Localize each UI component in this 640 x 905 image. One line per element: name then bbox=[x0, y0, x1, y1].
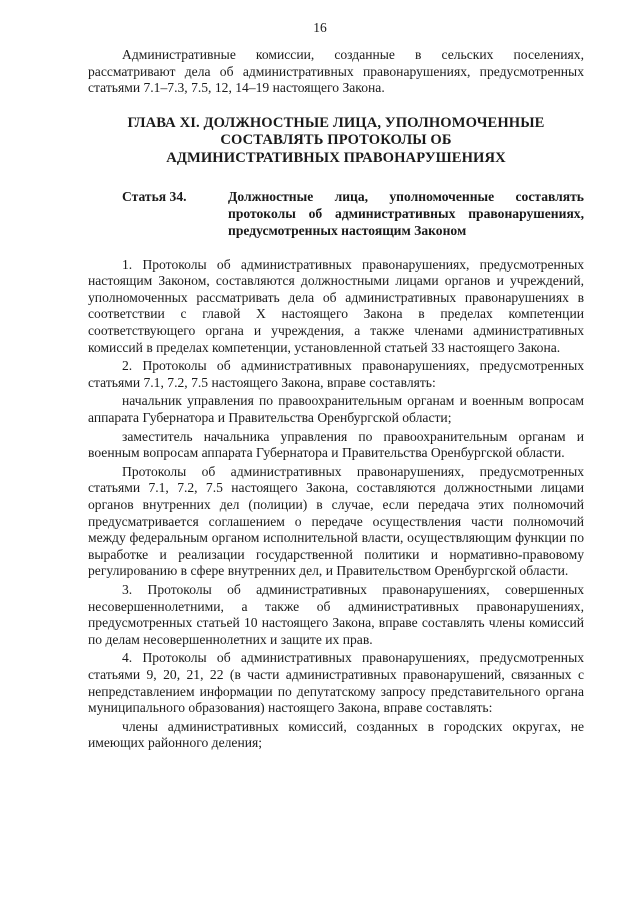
paragraph: 4. Протоколы об административных правонарушениях, предусмотренных статьями 9, 20, 21, 22 (в части административных правонарушений, связанных с непредставлением информации по депутатскому запросу представительного органа муниципального образования) настоящего Закона, вправе составлять: bbox=[88, 650, 584, 716]
paragraph: 3. Протоколы об административных правонарушениях, совершенных несовершеннолетними, а также об административных правонарушениях, предусмотренных статьей 10 настоящего Закона, вправе составлять члены комиссий по делам несовершеннолетних и защите их прав. bbox=[88, 581, 584, 647]
chapter-heading-line: АДМИНИСТРАТИВНЫХ ПРАВОНАРУШЕНИЯХ bbox=[166, 149, 506, 166]
document-body bbox=[88, 47, 584, 752]
page-number: 16 bbox=[313, 20, 327, 35]
chapter-heading-line: ГЛАВА XI. ДОЛЖНОСТНЫЕ ЛИЦА, УПОЛНОМОЧЕННЫЕ bbox=[127, 114, 545, 131]
paragraph: начальник управления по правоохранительным органам и военным вопросам аппарата Губернатора и Правительства Оренбургской области; bbox=[88, 393, 584, 426]
chapter-heading bbox=[88, 115, 584, 168]
article-number: Статья 34. bbox=[122, 189, 187, 205]
paragraph: Протоколы об административных правонарушениях, предусмотренных статьями 7.1, 7.2, 7.5 настоящего Закона, составляются должностными лицами органов внутренних дел (полиции) в случае, если передача этих полномочий предусматривается соглашением о передаче осуществления части полномочий между федеральным органом исполнительной власти, осуществляющим функции по выработке и реализации государственной политики и нормативно-правовому регулированию в сфере внутренних дел, и Правительством Оренбургской области. bbox=[88, 463, 584, 579]
chapter-heading-line: СОСТАВЛЯТЬ ПРОТОКОЛЫ ОБ bbox=[220, 132, 452, 149]
paragraph: заместитель начальника управления по правоохранительным органам и военным вопросам аппарата Губернатора и Правительства Оренбургской области. bbox=[88, 428, 584, 461]
intro-paragraph: Административные комиссии, созданные в сельских поселениях, рассматривают дела об административных правонарушениях, предусмотренных статьями 7.1–7.3, 7.5, 12, 14–19 настоящего Закона. bbox=[88, 47, 584, 96]
article-title: Должностные лица, уполномоченные составлять протоколы об административных правонарушениях, предусмотренных настоящим Законом bbox=[228, 189, 584, 238]
paragraph: 1. Протоколы об административных правонарушениях, предусмотренных настоящим Законом, составляются должностными лицами органов и учреждений, уполномоченных рассматривать дела об административных правонарушениях в соответствии с главой X настоящего Закона в пределах компетенции соответствующего органа и учреждения, а также членами административных комиссий в пределах компетенции, установленной статьей 33 настоящего Закона. bbox=[88, 256, 584, 355]
paragraph: 2. Протоколы об административных правонарушениях, предусмотренных статьями 7.1, 7.2, 7.5 настоящего Закона, вправе составлять: bbox=[88, 358, 584, 390]
paragraph: члены административных комиссий, созданных в городских округах, не имеющих районного деления; bbox=[88, 718, 584, 751]
article-heading bbox=[88, 189, 584, 239]
